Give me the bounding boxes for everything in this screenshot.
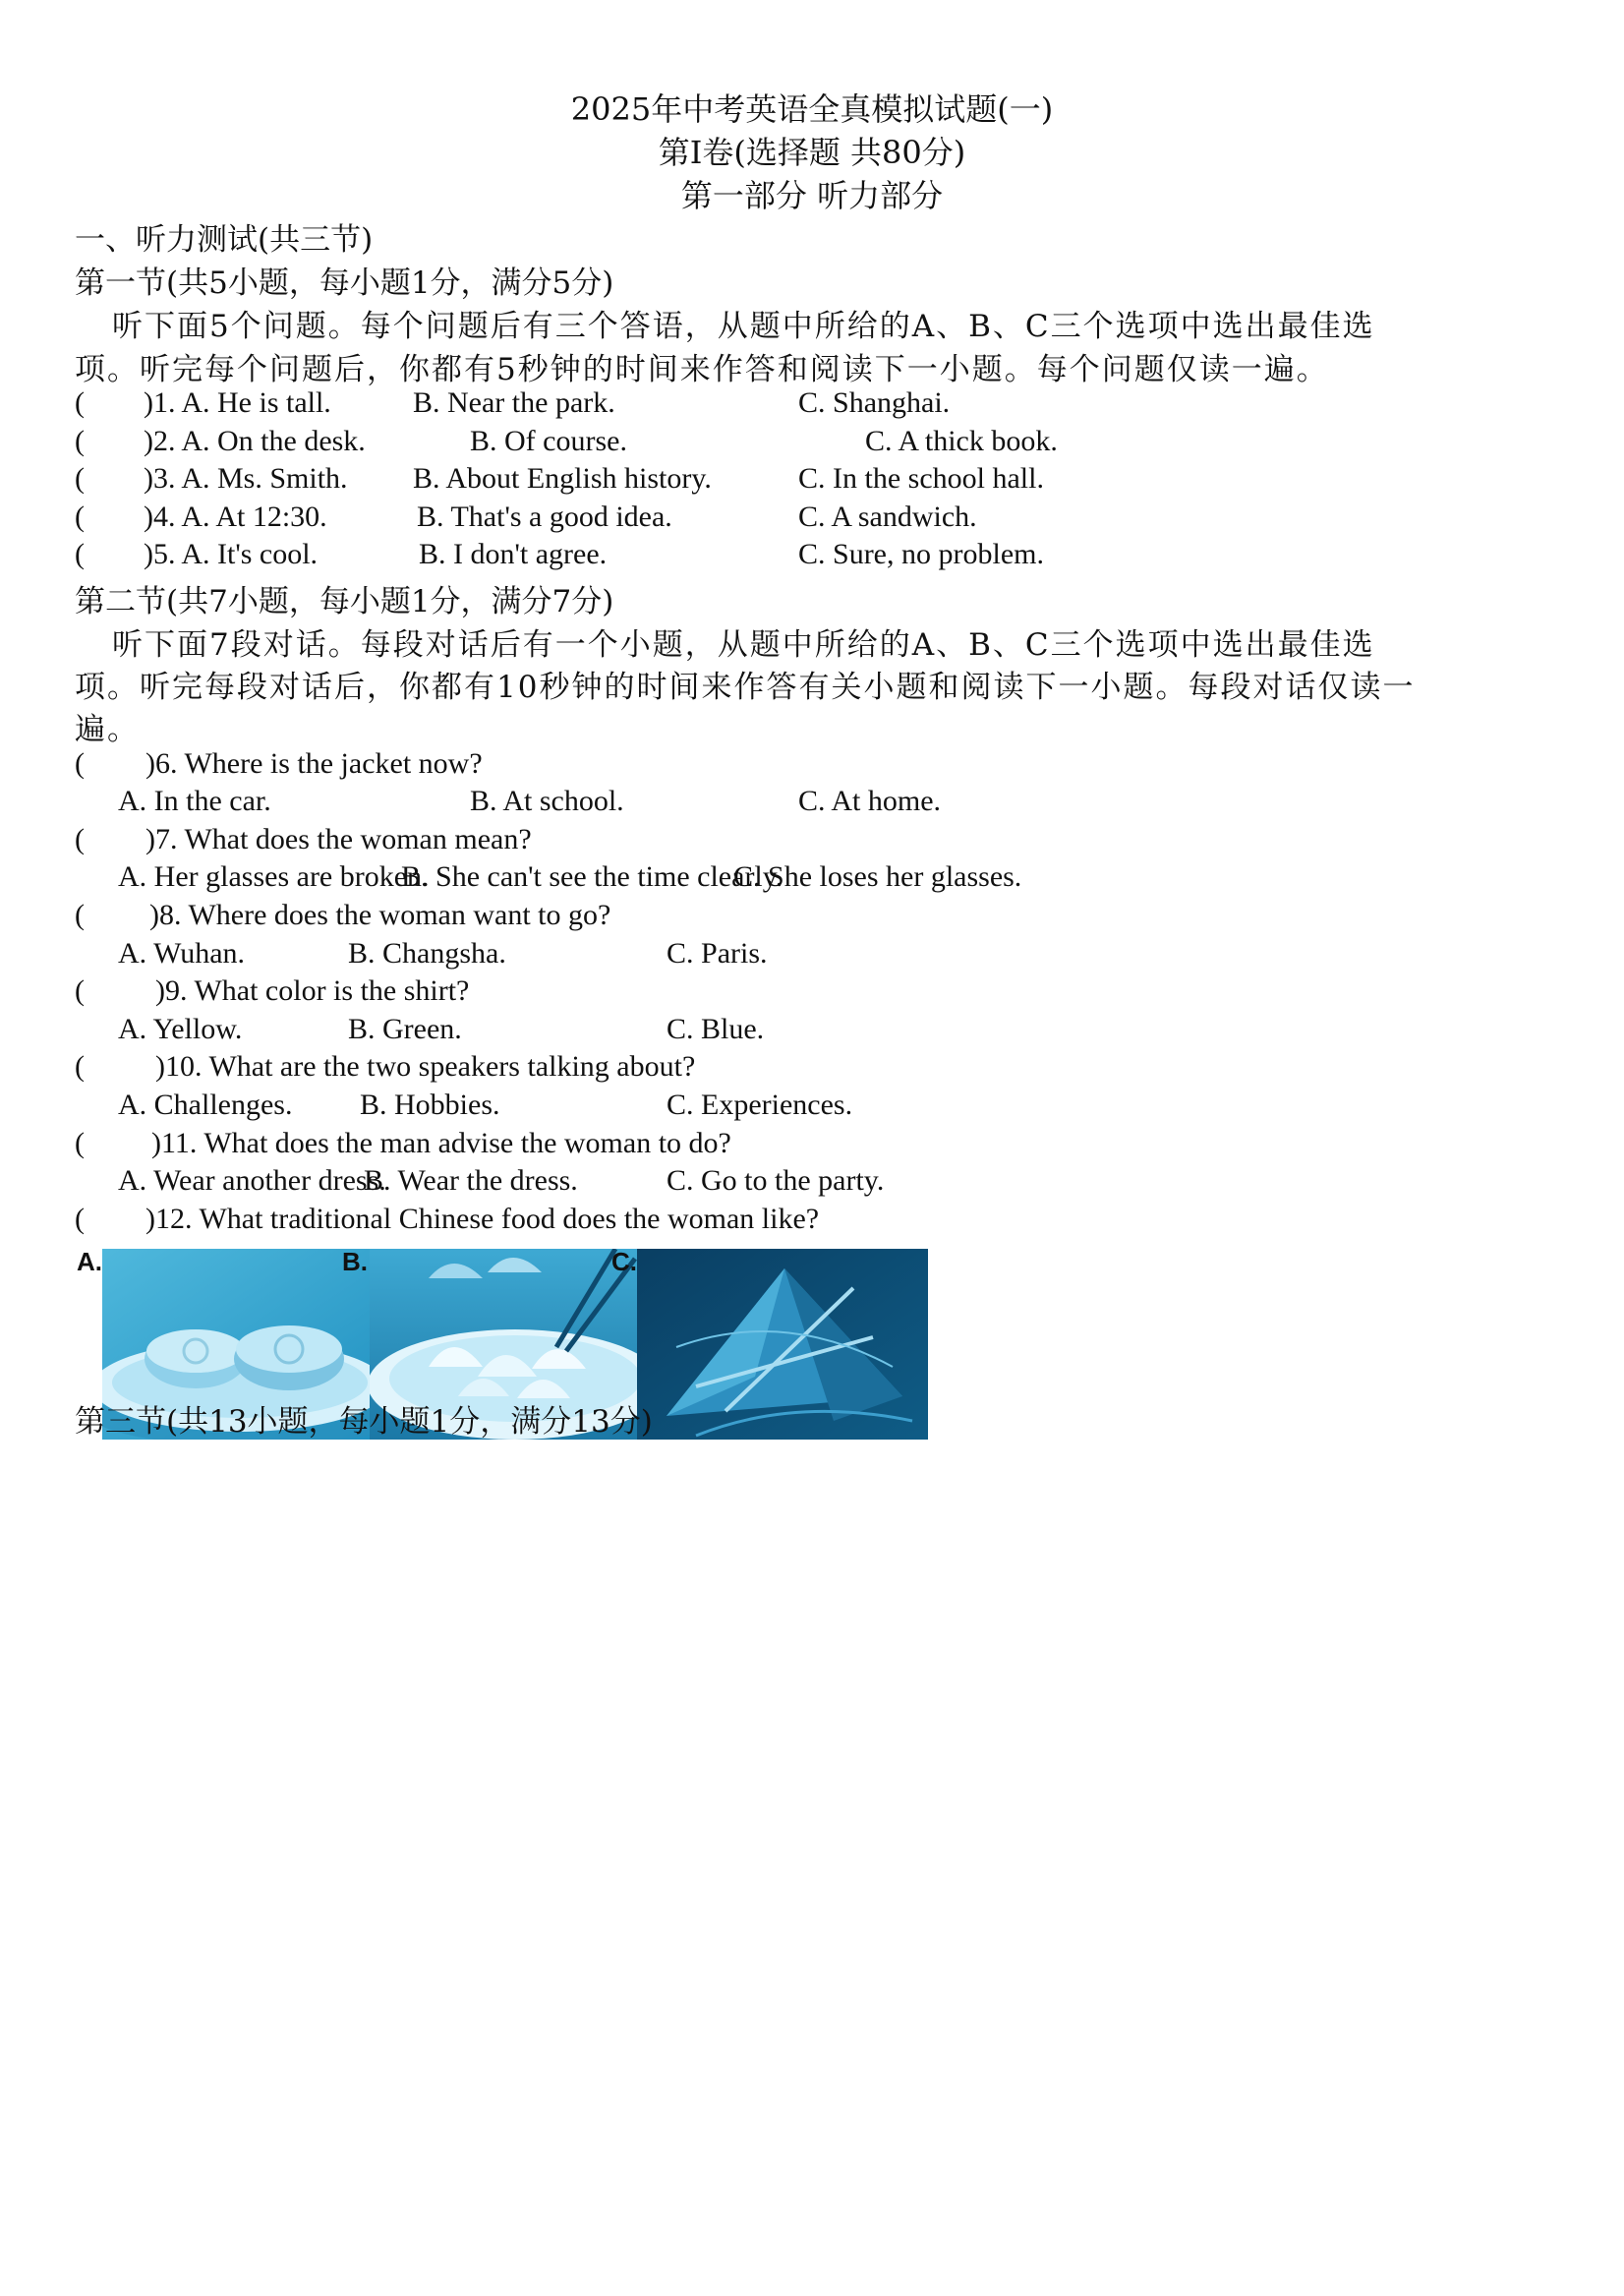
- section1-instructions-line1: 听下面5个问题。每个问题后有三个答语，从题中所给的A、B、C三个选项中选出最佳选: [112, 309, 1375, 344]
- option-c: C. A sandwich.: [798, 500, 977, 533]
- question-stem: )6. Where is the jacket now?: [145, 747, 483, 780]
- picture-label-b: B.: [342, 1247, 368, 1276]
- answer-blank[interactable]: (: [75, 899, 85, 931]
- question-option-a: )3. A. Ms. Smith.: [144, 462, 348, 495]
- option-b: B. I don't agree.: [419, 538, 608, 570]
- zongzi-image[interactable]: [637, 1249, 928, 1440]
- option-c: C. Shanghai.: [798, 386, 951, 419]
- section2-instructions-line2: 项。听完每段对话后，你都有10秒钟的时间来作答有关小题和阅读下一小题。每段对话仅读一: [75, 670, 1416, 705]
- picture-label-a: A.: [77, 1247, 102, 1276]
- answer-blank[interactable]: (: [75, 462, 85, 495]
- option-b: B. She can't see the time clearly.: [401, 860, 783, 893]
- answer-blank[interactable]: (: [75, 386, 85, 419]
- question-stem: )10. What are the two speakers talking about?: [155, 1050, 696, 1083]
- section-heading-listening: 一、听力测试(共三节): [75, 222, 374, 258]
- option-c: C. In the school hall.: [798, 462, 1044, 495]
- option-c: C. At home.: [798, 785, 942, 817]
- question-stem: )8. Where does the woman want to go?: [149, 899, 611, 931]
- option-a: A. Her glasses are broken.: [118, 860, 430, 893]
- option-a: A. Yellow.: [118, 1013, 243, 1045]
- option-c: C. Paris.: [667, 937, 768, 970]
- answer-blank[interactable]: (: [75, 500, 85, 533]
- option-c: C. Go to the party.: [667, 1164, 885, 1197]
- part-title: 第一部分 听力部分: [680, 177, 944, 214]
- picture-label-c: C.: [611, 1247, 637, 1276]
- question-stem: )9. What color is the shirt?: [155, 974, 470, 1007]
- answer-blank[interactable]: (: [75, 974, 85, 1007]
- option-b: B. Hobbies.: [360, 1089, 500, 1121]
- question-stem: )7. What does the woman mean?: [145, 823, 532, 855]
- section3-heading: 第三节(共13小题，每小题1分，满分13分): [75, 1404, 653, 1440]
- option-c: C. Experiences.: [667, 1089, 853, 1121]
- answer-blank[interactable]: (: [75, 1203, 85, 1235]
- section1-heading: 第一节(共5小题，每小题1分，满分5分): [75, 265, 614, 301]
- question-option-a: )5. A. It's cool.: [144, 538, 319, 570]
- option-b: B. That's a good idea.: [417, 500, 672, 533]
- section1-instructions-line2: 项。听完每个问题后，你都有5秒钟的时间来作答和阅读下一小题。每个问题仅读一遍。: [75, 352, 1329, 387]
- answer-blank[interactable]: (: [75, 1127, 85, 1159]
- option-c: C. Blue.: [667, 1013, 765, 1045]
- question-option-a: )4. A. At 12:30.: [144, 500, 327, 533]
- question-stem: )12. What traditional Chinese food does the woman like?: [145, 1203, 820, 1235]
- question-option-a: )2. A. On the desk.: [144, 425, 366, 457]
- section2-heading: 第二节(共7小题，每小题1分，满分7分): [75, 584, 614, 619]
- option-c: C. She loses her glasses.: [733, 860, 1022, 893]
- answer-blank[interactable]: (: [75, 538, 85, 570]
- option-a: A. Challenges.: [118, 1089, 293, 1121]
- exam-title: 2025年中考英语全真模拟试题(一): [570, 90, 1054, 128]
- option-c: C. A thick book.: [865, 425, 1058, 457]
- answer-blank[interactable]: (: [75, 1050, 85, 1083]
- option-b: B. At school.: [470, 785, 624, 817]
- answer-blank[interactable]: (: [75, 747, 85, 780]
- option-b: B. About English history.: [413, 462, 712, 495]
- option-b: B. Of course.: [470, 425, 627, 457]
- question-option-a: )1. A. He is tall.: [144, 386, 331, 419]
- volume-title: 第Ⅰ卷(选择题 共80分): [658, 134, 966, 171]
- option-b: B. Changsha.: [348, 937, 506, 970]
- option-a: A. Wear another dress.: [118, 1164, 386, 1197]
- option-b: B. Green.: [348, 1013, 462, 1045]
- answer-blank[interactable]: (: [75, 823, 85, 855]
- section2-instructions-line3: 遍。: [75, 712, 140, 747]
- option-b: B. Wear the dress.: [364, 1164, 578, 1197]
- option-a: A. In the car.: [118, 785, 271, 817]
- option-b: B. Near the park.: [413, 386, 615, 419]
- option-a: A. Wuhan.: [118, 937, 246, 970]
- option-c: C. Sure, no problem.: [798, 538, 1044, 570]
- section2-instructions-line1: 听下面7段对话。每段对话后有一个小题，从题中所给的A、B、C三个选项中选出最佳选: [112, 627, 1375, 663]
- answer-blank[interactable]: (: [75, 425, 85, 457]
- question-stem: )11. What does the man advise the woman to do?: [151, 1127, 731, 1159]
